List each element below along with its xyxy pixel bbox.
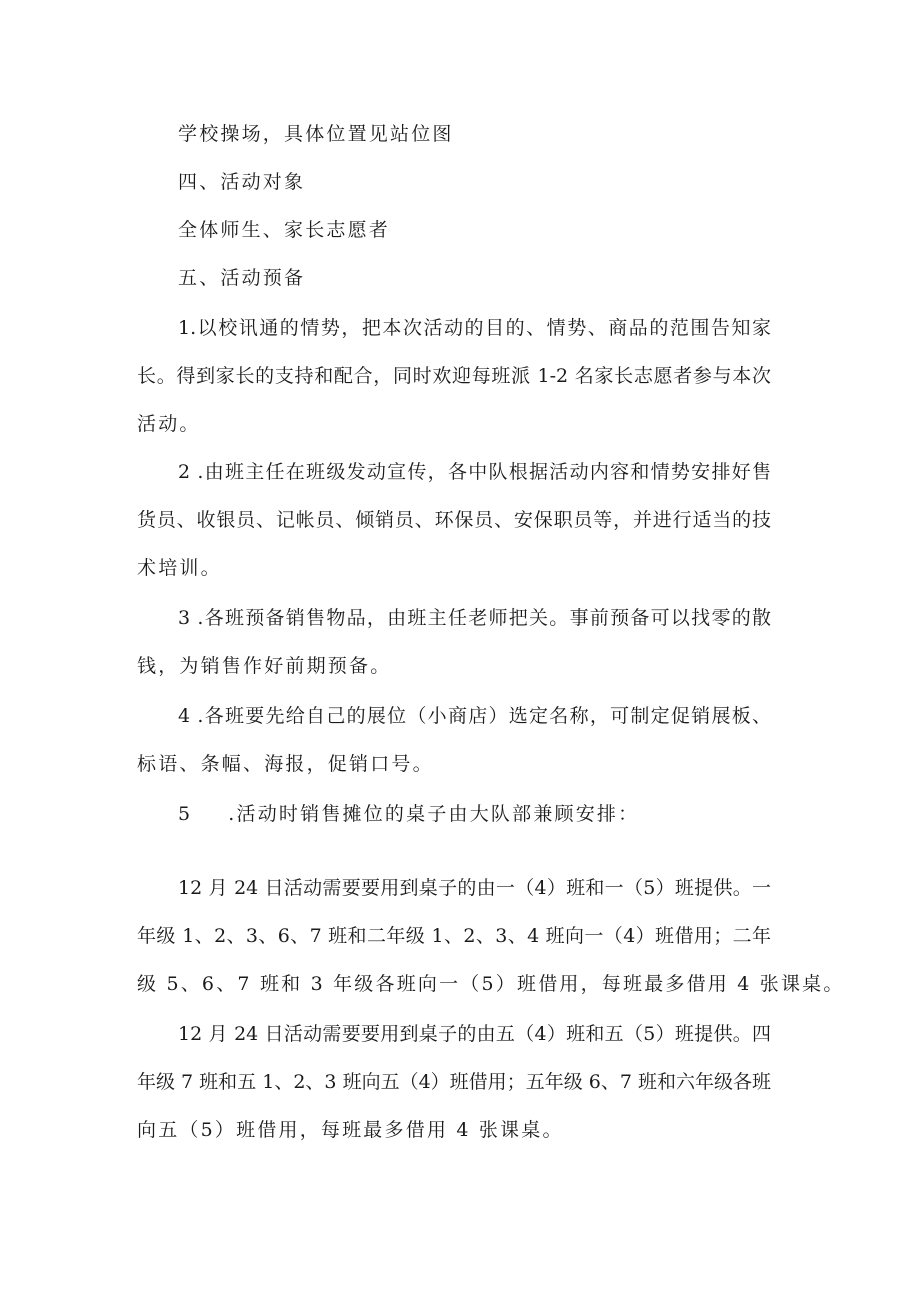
desk-paragraph-2-line-1: 12 月 24 日活动需要要用到桌子的由五（4）班和五（5）班提供。四 [178,1023,771,1045]
desk-paragraph-1-line-3: 级 5、6、7 班和 3 年级各班向一（5）班借用，每班最多借用 4 张课桌。 [137,973,845,995]
item-5-number: 5 [178,803,193,825]
item-1-line-3: 活动。 [137,413,201,435]
desk-paragraph-1-line-1: 12 月 24 日活动需要要用到桌子的由一（4）班和一（5）班提供。一 [178,877,771,899]
desk-paragraph-2-line-2: 年级 7 班和五 1、2、3 班向五（4）班借用；五年级 6、7 班和六年级各班 [137,1071,771,1093]
item-2-line-3: 术培训。 [137,557,222,579]
location-text: 学校操场，具体位置见站位图 [178,123,454,145]
item-3-line-2: 钱，为销售作好前期预备。 [137,655,392,677]
item-2-line-2: 货员、收银员、记帐员、倾销员、环保员、安保职员等，并进行适当的技 [137,509,771,531]
section-heading-participants: 四、活动对象 [178,171,306,193]
item-5-line [178,802,639,826]
item-4-line-1: 4 .各班要先给自己的展位（小商店）选定名称，可制定促销展板、 [178,705,771,727]
item-2-line-1: 2 .由班主任在班级发动宣传，各中队根据活动内容和情势安排好售 [178,461,771,483]
item-5-text: .活动时销售摊位的桌子由大队部兼顾安排： [228,803,640,825]
participants-text: 全体师生、家长志愿者 [178,219,391,241]
desk-paragraph-1-line-2: 年级 1、2、3、6、7 班和二年级 1、2、3、4 班向一（4）班借用；二年 [137,925,771,947]
item-1-line-2: 长。得到家长的支持和配合，同时欢迎每班派 1-2 名家长志愿者参与本次 [137,365,771,387]
item-4-line-2: 标语、条幅、海报，促销口号。 [137,753,434,775]
item-1-line-1: 1.以校讯通的情势，把本次活动的目的、情势、商品的范围告知家 [178,317,771,339]
item-3-line-1: 3 .各班预备销售物品，由班主任老师把关。事前预备可以找零的散 [178,607,771,629]
section-heading-preparation: 五、活动预备 [178,267,306,289]
desk-paragraph-2-line-3: 向五（5）班借用，每班最多借用 4 张课桌。 [137,1119,564,1141]
